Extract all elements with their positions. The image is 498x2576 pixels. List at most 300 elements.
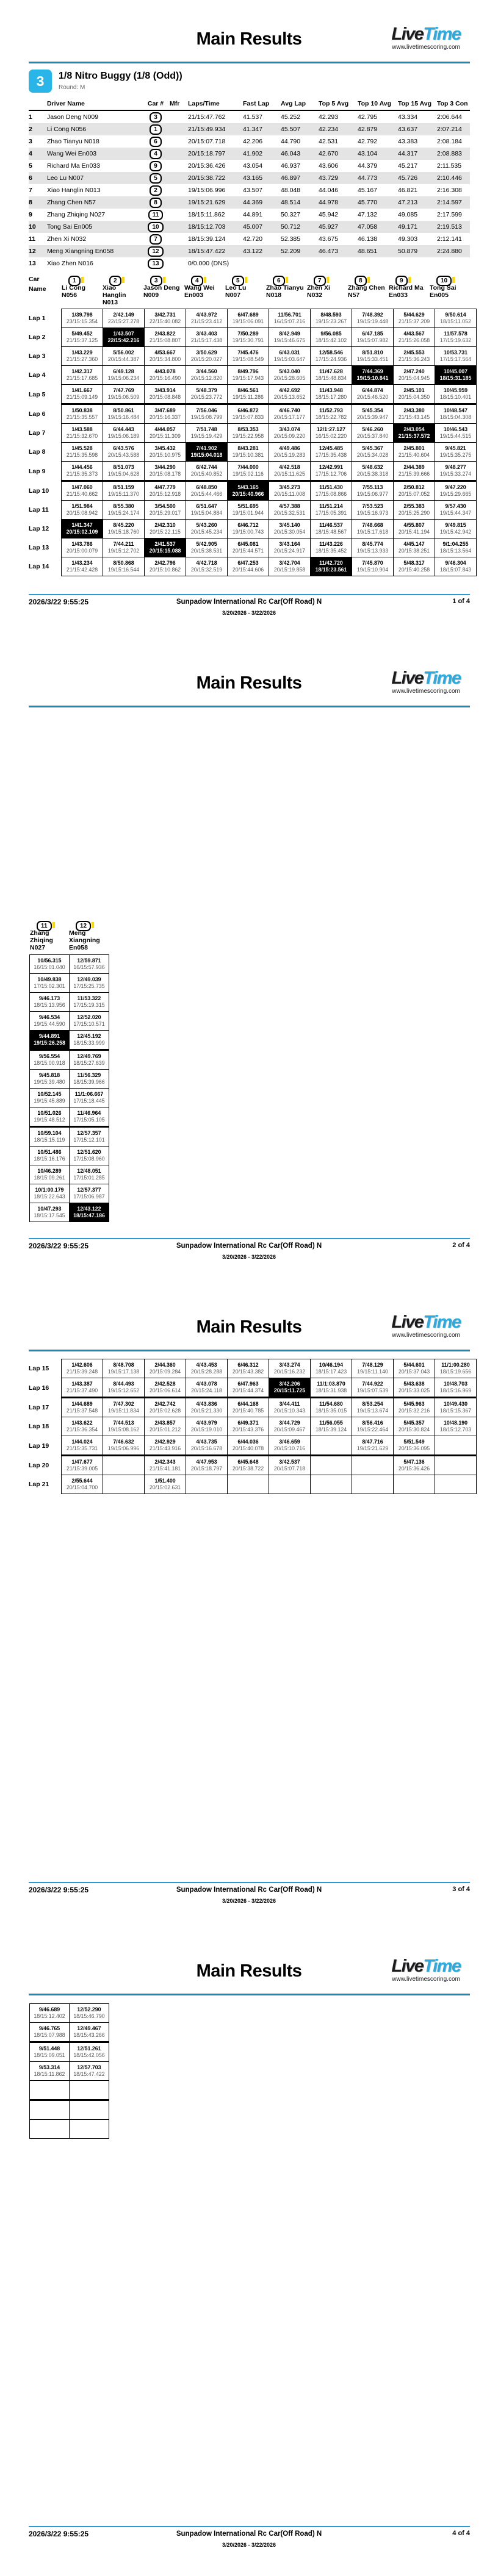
lap-total-time: 20/15:43.382 [232,1368,264,1375]
lap-label: Lap 5 [29,385,62,404]
lap-total-time: 18/15:16.969 [439,1387,472,1394]
lap-position-time: 8/45.220 [113,522,134,528]
top10-avg-cell: 42.792 [358,138,378,145]
chart-driver-name: Leo Lu N007 [225,284,247,299]
lap-row [30,2004,109,2023]
lap-cell [62,1436,103,1456]
lap-position-time: 6/44.168 [237,1401,259,1407]
lap-position-time: 8/51.073 [113,464,134,470]
lap-cell [394,1417,435,1436]
lap-position-time: 8/44.493 [113,1381,134,1387]
car-number-badge: 2 [150,185,162,196]
lap-cell [394,309,435,328]
lap-total-time: 19/15:16.973 [356,510,389,516]
lap-position-time: 4/46.740 [279,407,300,413]
lap-total-time: 18/15:33.999 [73,1040,105,1046]
top10-avg-cell: 42.795 [358,113,378,121]
lap-total-time: 19/15:21.629 [356,1445,389,1451]
lap-position-time: 4/47.953 [196,1459,217,1465]
lap-cell [70,2062,109,2081]
lap-position-time: 5/43.040 [279,368,300,374]
page-3 [0,1288,498,1932]
driver-name: Meng Xiangning En058 [47,248,114,255]
fast-lap-cell: 41.902 [243,150,263,157]
lap-position-time: 1/51.984 [71,503,93,509]
lap-cell [103,328,145,347]
lap-cell [62,309,103,328]
lap-total-time: 19/15:06.509 [107,394,140,400]
chart-driver-name: Wang Wei En003 [184,284,215,299]
top15-avg-cell: 43.334 [398,113,418,121]
lap-total-time: 19/15:16.544 [107,567,140,573]
lap-position-time: 1/43.387 [71,1381,93,1387]
lap-position-time: 7/44.513 [113,1420,134,1426]
lap-cell [352,328,394,347]
lap-total-time: 19/15:08.549 [232,356,264,362]
lap-position-time: 12/43.122 [77,1206,101,1212]
lap-total-time: 19/15:17.138 [107,1368,140,1375]
avg-lap-cell: 44.790 [281,138,301,145]
lap-total-time: 18/15:09.051 [34,2052,65,2058]
mfr-cell [170,123,188,135]
lap-cell [394,1398,435,1417]
lap-cell [228,462,269,481]
lap-total-time: 18/15:12.703 [439,1426,472,1433]
lap-row [29,462,477,481]
lap-row [30,1012,109,1031]
lap-total-time: 21/15:40.604 [398,452,430,458]
lap-total-time: 20/15:22.115 [150,529,181,535]
lap-total-time: 20/15:09.467 [273,1426,306,1433]
lap-position-time: 10/49.430 [443,1401,468,1407]
lap-row [29,481,477,501]
lap-total-time: 20/15:43.376 [232,1426,264,1433]
car-number-badge: 13 [148,259,163,269]
lap-position-time: 6/47.185 [362,331,383,337]
car-number-badge: 6 [150,137,162,147]
lap-cell [186,1359,228,1378]
car-number-badge: 5 [150,173,162,184]
lap-cell [269,1436,311,1456]
lap-label: Lap 16 [29,1378,62,1398]
lap-position-time: 5/43.165 [237,484,259,490]
lap-total-time: 20/15:13.652 [273,394,306,400]
fast-lap-cell: 44.369 [243,199,263,206]
lap-cell [311,1398,352,1417]
lap-total-time: 19/15:11.286 [233,394,264,400]
class-number-badge: 3 [29,70,52,93]
standings-row [29,221,470,233]
lap-position-time: 7/48.392 [362,312,383,318]
car-number-badge: 1 [150,124,162,135]
chart-driver-name: Jason Deng N009 [143,284,180,299]
lap-cell [30,974,70,993]
lap-total-time: 18/15:23.561 [315,567,347,573]
lap-cell [311,366,352,385]
lap-total-time: 20/15:12.820 [190,375,223,381]
lap-position-time: 4/49.486 [279,445,300,451]
lap-position-time: 9/45.821 [445,445,466,451]
lap-total-time: 20/15:16.232 [273,1368,306,1375]
lap-total-time: 21/15:23.412 [190,318,223,324]
logo-live-word: Live [391,1956,424,1976]
lap-cell [228,1456,269,1475]
standings-pos: 13 [29,260,36,267]
standings-row [29,110,470,123]
car-number-badge: 1 [68,276,81,286]
lap-cell [435,1456,477,1475]
avg-lap-cell: 52.209 [281,248,301,255]
lap-cell [269,366,311,385]
lap-position-time: 3/46.659 [279,1439,300,1445]
lap-total-time: 19/15:11.834 [108,1408,139,1414]
lap-position-time: 2/42.310 [154,522,176,528]
lap-total-time: 19/15:22.464 [356,1426,389,1433]
top5-avg-cell: 44.978 [319,199,339,206]
lap-cell [352,366,394,385]
lap-total-time: 20/15:10.343 [273,1408,306,1414]
standings-pos: 2 [29,126,32,133]
lap-total-time: 19/15:02.116 [233,471,264,477]
lap-total-time: 20/15:34.800 [149,356,181,362]
lap-cell [269,424,311,443]
chart-driver-name: Li Cong N056 [62,284,86,299]
top3-con-cell: 2:08.184 [437,138,462,145]
lap-total-time: 21/15:37.125 [66,337,98,343]
lap-position-time: 4/45.147 [403,541,425,547]
standings-col-car: Car # [142,99,170,110]
lap-cell [30,1070,70,1089]
lap-cell [435,557,477,576]
car-number-badge: 11 [37,921,52,931]
lap-position-time: 11/51.214 [319,503,343,509]
lap-position-time: 6/44.874 [362,387,383,393]
lap-position-time: 3/42.537 [279,1459,300,1465]
standings-row [29,123,470,135]
car-number-cell [142,221,170,233]
lap-total-time: 19/15:04.884 [190,510,223,516]
lap-cell [62,1378,103,1398]
lap-position-time: 7/44.369 [362,368,383,374]
chart-driver-name: Zhang Chen N57 [348,284,385,299]
top15-avg-cell: 44.317 [398,150,418,157]
lap-position-time: 12/48.051 [77,1168,101,1174]
lap-cell [228,309,269,328]
chart-driver-name: Zhang Zhiqing N027 [30,929,53,951]
lap-position-time: 7/51.748 [196,426,217,432]
lap-cell [62,1398,103,1417]
lap-cell [62,366,103,385]
lap-position-time: 3/45.432 [154,445,176,451]
lap-row [30,1127,109,1147]
lap-position-time: 4/43.979 [196,1420,217,1426]
lap-cell [311,557,352,576]
chart-driver-name: Meng Xiangning En058 [69,929,100,951]
lap-cell [103,1378,145,1398]
lap-cell [228,520,269,538]
lap-total-time: 19/15:10.841 [356,375,389,381]
laps-time-cell: 18/15:12.703 [188,223,226,231]
lap-total-time: 22/15:27.278 [107,318,140,324]
fast-lap-cell: 43.507 [243,187,263,194]
standings-row [29,135,470,148]
lap-position-time: 2/43.857 [154,1420,176,1426]
lap-cell [62,462,103,481]
lap-total-time: 20/15:46.520 [356,394,389,400]
lap-total-time: 19/15:44.347 [439,510,472,516]
lap-total-time: 23/15:15.354 [66,318,98,324]
footer-timestamp: 2026/3/22 9:55:25 [29,1242,89,1250]
lap-cell [352,462,394,481]
driver-name: Zhao Tianyu N018 [47,138,99,145]
lap-position-time: 4/43.972 [196,312,217,318]
lap-total-time: 20/15:32.531 [273,510,306,516]
lap-label: Lap 18 [29,1417,62,1436]
driver-name: Richard Ma En033 [47,162,100,170]
lap-position-time: 7/48.129 [362,1362,383,1368]
lap-cell [311,1417,352,1436]
top10-avg-cell [358,257,398,270]
lap-total-time: 20/15:02.628 [149,1408,181,1414]
lap-total-time: 21/15:35.598 [66,452,98,458]
lap-cell [62,1456,103,1475]
lap-cell [269,501,311,520]
lap-position-time: 4/55.807 [403,522,425,528]
lap-position-time: 11/54.680 [319,1401,343,1407]
lap-cell [145,1378,186,1398]
lap-position-time: 6/43.031 [279,349,300,356]
lap-cell [269,328,311,347]
lap-position-time: 4/42.692 [279,387,300,393]
lap-total-time: 19/15:18.760 [107,529,140,535]
lap-cell [103,501,145,520]
lap-row [30,2081,109,2100]
lap-total-time: 17/15:24.936 [315,356,347,362]
top10-avg-cell: 48.651 [358,248,378,255]
lap-position-time: 3/44.290 [154,464,176,470]
lap-chart-p3 [29,1359,477,1494]
standings-col-driver: Driver Name [47,99,142,110]
paint-color-mark [452,277,455,283]
lap-cell [435,1436,477,1456]
lap-cell [269,385,311,404]
page-title: Main Results [196,29,302,49]
lap-cell [70,955,109,974]
lap-row [29,1359,477,1378]
lap-position-time: 9/46.689 [38,2006,60,2012]
header-rule [29,62,470,63]
lap-total-time: 18/15:15.119 [34,1137,65,1143]
lap-label: Lap 17 [29,1398,62,1417]
lap-cell [352,1417,394,1436]
lap-position-time: 1/39.798 [71,312,93,318]
lap-position-time: 1/43.622 [71,1420,93,1426]
lap-cell [435,404,477,424]
driver-name: Leo Lu N007 [47,174,84,182]
lap-position-time: 4/43.567 [403,331,425,337]
lap-cell [103,1436,145,1456]
lap-cell [311,1436,352,1456]
lap-total-time: 19/15:03.647 [273,356,306,362]
driver-name: Xiao Hanglin N013 [47,187,101,194]
top5-avg-cell: 45.942 [319,211,339,218]
paint-color-mark [408,277,411,283]
standings-pos: 3 [29,138,32,145]
lap-total-time: 18/15:07.988 [34,2032,65,2038]
standings-row [29,160,470,172]
lap-cell [145,404,186,424]
lap-position-time: 8/51.159 [113,484,134,490]
lap-position-time: 2/43.822 [154,331,176,337]
lap-cell [30,2100,70,2120]
standings-row [29,245,470,257]
standings-header-row [29,99,470,110]
top3-con-cell: 2:11.535 [437,162,462,170]
car-number-cell [142,148,170,160]
top10-avg-cell: 46.138 [358,235,378,243]
lap-cell [145,424,186,443]
top5-avg-cell: 43.675 [319,235,339,243]
lap-total-time: 20/15:09.284 [149,1368,181,1375]
lap-position-time: 2/55.644 [71,1478,93,1484]
paint-color-mark [204,277,206,283]
car-number-badge: 12 [148,246,163,257]
lap-cell [435,1378,477,1398]
lap-total-time: 18/15:22.782 [315,414,347,420]
lap-position-time: 5/44.629 [403,312,425,318]
lap-total-time: 19/15:11.140 [357,1368,388,1375]
mfr-cell [170,196,188,209]
lap-total-time: 18/15:11.052 [440,318,471,324]
lap-cell [30,2042,70,2062]
logo-live-word: Live [391,1312,424,1332]
lap-position-time: 1/43.229 [71,349,93,356]
lap-position-time: 5/47.136 [403,1459,425,1465]
footer-dates: 3/20/2026 - 3/22/2026 [222,2542,276,2548]
lap-position-time: 6/45.648 [237,1459,259,1465]
lap-total-time: 20/15:07.718 [273,1465,306,1472]
lap-total-time: 20/15:19.010 [190,1426,223,1433]
lap-cell [186,1378,228,1398]
lap-position-time: 5/48.379 [196,387,217,393]
standings-pos: 12 [29,248,36,255]
lap-position-time: 12/49.039 [77,976,101,982]
lap-total-time: 21/15:36.354 [66,1426,98,1433]
lap-cell [145,520,186,538]
lap-cell [269,520,311,538]
lap-total-time: 17/15:12.706 [315,471,347,477]
lap-position-time: 2/42.149 [113,312,134,318]
lap-row [30,1184,109,1203]
lap-cell [352,1378,394,1398]
lap-cell [186,501,228,520]
lap-position-time: 1/42.606 [71,1362,93,1368]
lap-cell [435,424,477,443]
lap-total-time: 19/15:06.977 [356,491,389,497]
lap-total-time: 20/15:30.824 [398,1426,430,1433]
lap-cell [311,501,352,520]
top10-avg-cell: 42.879 [358,126,378,133]
lap-position-time: 11/1:06.667 [74,1091,104,1097]
logo-site-url: www.livetimescoring.com [392,1976,460,1983]
lap-cell [394,366,435,385]
lap-position-time: 7/46.632 [113,1439,134,1445]
car-number-badge: 3 [150,276,162,286]
lap-total-time: 19/15:44.590 [34,1021,65,1027]
top5-avg-cell: 46.473 [319,248,339,255]
lap-cell [352,424,394,443]
mfr-cell [170,135,188,148]
lap-total-time: 20/15:39.947 [356,414,389,420]
lap-cell [228,385,269,404]
lap-total-time: 20/15:37.043 [398,1368,430,1375]
livetime-logo [377,26,475,51]
lap-position-time: 3/54.500 [154,503,176,509]
lap-cell [228,366,269,385]
lap-position-time: 11/46.964 [77,1110,101,1116]
lap-total-time: 18/15:43.266 [73,2032,105,2038]
lap-position-time: 5/43.260 [196,522,217,528]
footer-dates: 3/20/2026 - 3/22/2026 [222,1254,276,1260]
lap-cell [311,309,352,328]
lap-total-time: 20/15:38.318 [356,471,389,477]
lap-total-time: 20/15:34.028 [356,452,389,458]
lap-position-time: 7/44.922 [362,1381,383,1387]
top10-avg-cell: 44.379 [358,162,378,170]
lap-total-time: 20/15:00.079 [66,548,98,554]
lap-row [30,2062,109,2081]
lap-total-time: 20/15:36.095 [398,1445,430,1451]
standings-pos: 11 [29,235,36,243]
lap-cell [269,1378,311,1398]
laps-time-cell: 20/15:18.797 [188,150,226,157]
lap-position-time: 9/51.448 [38,2045,60,2052]
lap-label: Lap 20 [29,1456,62,1475]
lap-chart-p1 [29,309,477,576]
lap-cell [311,443,352,462]
paint-color-mark [163,277,165,283]
lap-position-time: 7/44.211 [113,541,134,547]
lap-total-time: 17/15:19.632 [439,337,472,343]
car-number-badge: 4 [191,276,203,286]
lap-cell [269,1359,311,1378]
avg-lap-cell: 45.507 [281,126,301,133]
page-4 [0,1932,498,2576]
lap-position-time: 11/53.322 [77,995,101,1001]
lap-cell [103,404,145,424]
lap-position-time: 2/45.553 [403,349,425,356]
lap-cell [30,1012,70,1031]
lap-cell [228,1436,269,1456]
top3-con-cell: 2:16.308 [437,187,462,194]
standings-col-top15: Top 15 Avg [398,99,437,110]
lap-position-time: 9/46.304 [445,560,466,566]
lap-cell [186,462,228,481]
lap-position-time: 5/46.260 [362,426,383,432]
lap-cell [30,1031,70,1050]
lap-position-time: 1/41.667 [71,387,93,393]
lap-total-time: 19/15:19.448 [356,318,389,324]
lap-cell [435,1475,477,1494]
lap-total-time: 18/15:11.862 [34,2071,65,2077]
lap-label: Lap 12 [29,520,62,538]
lap-position-time: 2/55.383 [403,503,425,509]
top15-avg-cell: 45.217 [398,162,418,170]
lap-position-time: 2/43.380 [403,407,425,413]
footer-event: Sunpadow International Rc Car(Off Road) N [176,2530,322,2538]
lap-cell [435,538,477,557]
lap-total-time: 20/15:19.858 [273,567,306,573]
